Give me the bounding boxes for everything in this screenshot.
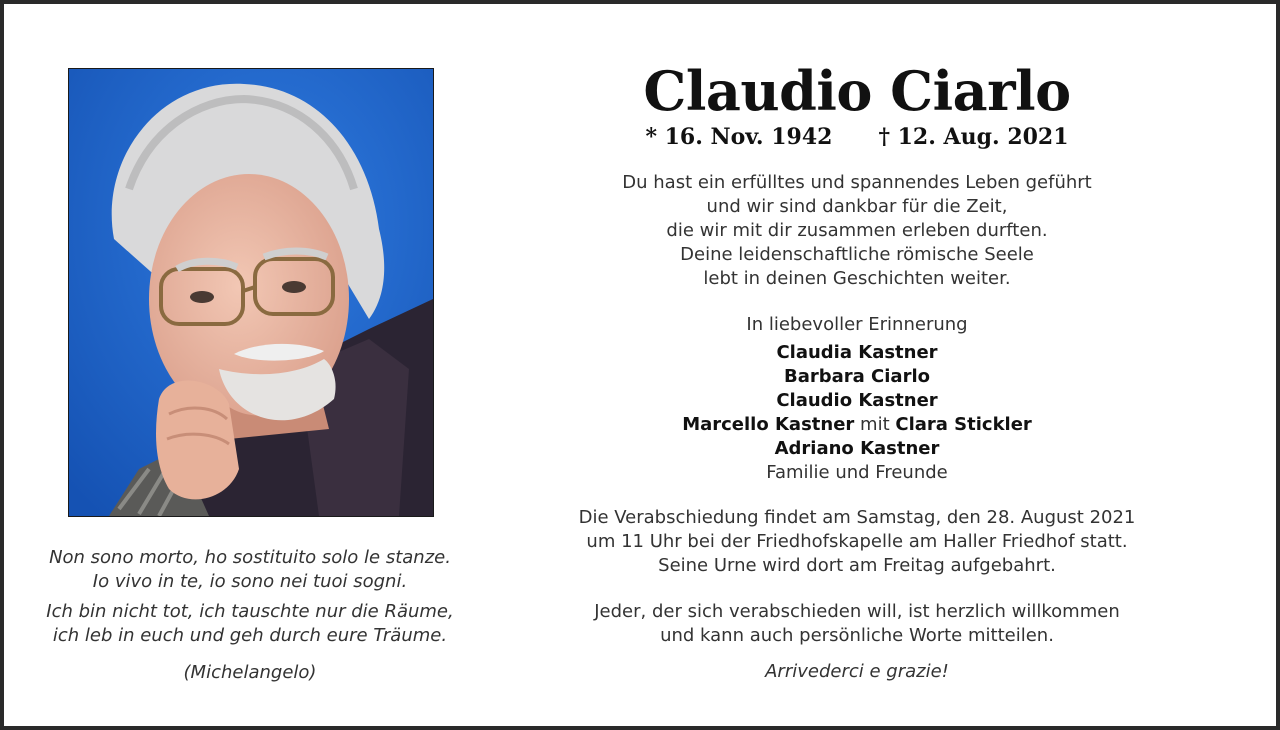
poem-line: Du hast ein erfülltes und spannendes Leben geführt — [622, 172, 1092, 193]
memorial-poem — [539, 171, 1175, 291]
deceased-name: Claudio Ciarlo — [643, 59, 1071, 123]
quote-german-line: ich leb in euch und geh durch eure Träume. — [52, 625, 448, 646]
quote-italian — [24, 546, 476, 594]
birth-date: * 16. Nov. 1942 — [645, 124, 833, 150]
mourners-list — [539, 341, 1175, 485]
invitation-line: und kann auch persönliche Worte mitteilen. — [660, 625, 1054, 646]
poem-line: Deine leidenschaftliche römische Seele — [680, 244, 1034, 265]
ceremony-line: Seine Urne wird dort am Freitag aufgebahrt. — [658, 555, 1056, 576]
poem-line: und wir sind dankbar für die Zeit, — [706, 196, 1008, 217]
mourner-name: Clara Stickler — [895, 414, 1032, 435]
mourner-name: Claudia Kastner — [776, 342, 938, 363]
mourner-name: Barbara Ciarlo — [783, 366, 930, 387]
quote-italian-line: Io vivo in te, io sono nei tuoi sogni. — [92, 571, 408, 592]
mourners-intro: In liebevoller Erinnerung — [746, 314, 968, 335]
quote-italian-line: Non sono morto, ho sostituito solo le stanze. — [49, 547, 451, 568]
quote-german — [24, 600, 476, 648]
invitation-line: Jeder, der sich verabschieden will, ist herzlich willkommen — [594, 601, 1120, 622]
poem-line: lebt in deinen Geschichten weiter. — [703, 268, 1011, 289]
portrait-image — [69, 69, 433, 516]
mourner-name: Claudio Kastner — [776, 390, 938, 411]
life-dates — [539, 122, 1175, 152]
mourner-connector: mit — [860, 414, 890, 435]
ceremony-line: um 11 Uhr bei der Friedhofskapelle am Haller Friedhof statt. — [586, 531, 1128, 552]
quote-source: (Michelangelo) — [183, 662, 317, 683]
poem-line: die wir mit dir zusammen erleben durften. — [666, 220, 1048, 241]
mourners-family: Familie und Freunde — [766, 462, 948, 483]
mourner-name: Adriano Kastner — [774, 438, 940, 459]
ceremony-line: Die Verabschiedung findet am Samstag, den 28. August 2021 — [578, 507, 1136, 528]
mourner-name: Marcello Kastner — [682, 414, 855, 435]
death-date: † 12. Aug. 2021 — [878, 124, 1069, 150]
invitation-text — [539, 600, 1175, 648]
mourner-pair — [539, 413, 1175, 437]
farewell-text: Arrivederci e grazie! — [765, 661, 949, 682]
quote-german-line: Ich bin nicht tot, ich tauschte nur die Räume, — [46, 601, 454, 622]
ceremony-details — [539, 506, 1175, 578]
portrait-photo — [68, 68, 434, 517]
